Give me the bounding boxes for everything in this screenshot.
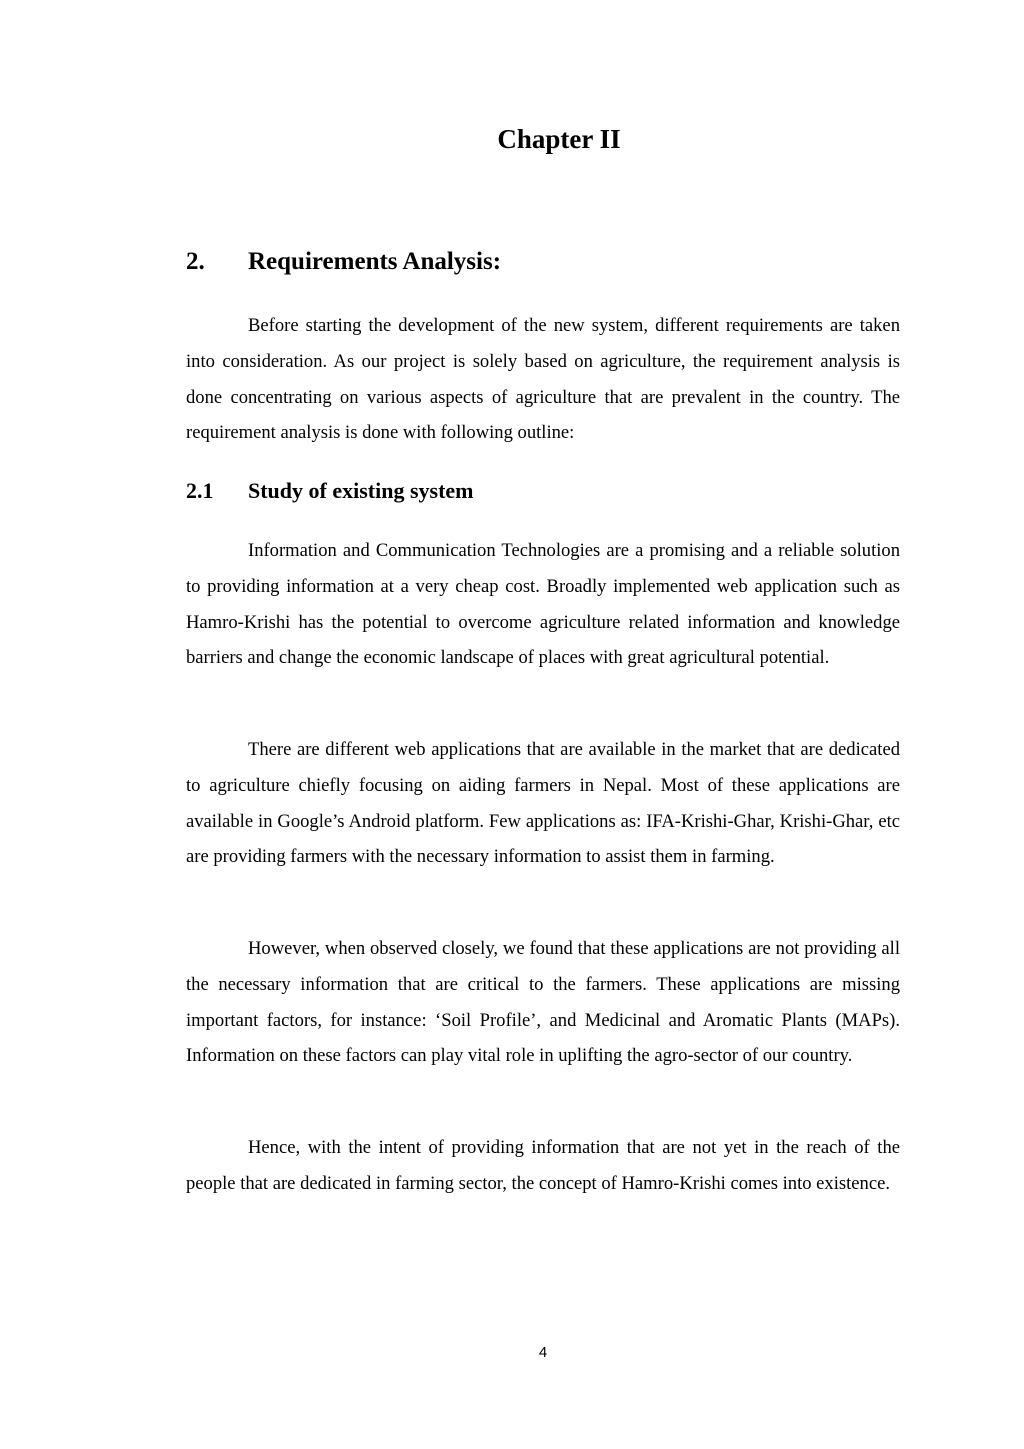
body-paragraph: Information and Communication Technologies are a promising and a reliable solution to providing information at a very cheap cost. Broadly implemented web application such as Hamro-Krishi has the potential to overcome agriculture related information and knowledge barriers and change the economic landscape of places with great agricultural potential.	[186, 540, 900, 669]
subsection-heading	[186, 476, 900, 506]
section-title: Requirements Analysis:	[248, 248, 502, 275]
body-paragraph: However, when observed closely, we found that these applications are not providing all the necessary information that are critical to the farmers. These applications are missing important factors, for instance: ‘Soil Profile’, and Medicinal and Aromatic Plants (MAPs). Information on these factors can play vital role in uplifting the agro-sector of our country.	[186, 938, 900, 1067]
section-number: 2.	[186, 248, 205, 275]
section-intro-paragraph: Before starting the development of the new system, different requirements are taken into consideration. As our project is solely based on agriculture, the requirement analysis is done concentrating on various aspects of agriculture that are prevalent in the country. The requirement analysis is done with following outline:	[186, 315, 900, 444]
page-number: 4	[538, 1344, 548, 1361]
subsection-number: 2.1	[186, 478, 214, 503]
subsection-title: Study of existing system	[248, 478, 474, 503]
body-paragraph: Hence, with the intent of providing information that are not yet in the reach of the people that are dedicated in farming sector, the concept of Hamro-Krishi comes into existence.	[186, 1137, 900, 1194]
body-paragraph: There are different web applications that are available in the market that are dedicated to agriculture chiefly focusing on aiding farmers in Nepal. Most of these applications are available in Google’s Android platform. Few applications as: IFA-Krishi-Ghar, Krishi-Ghar, etc are providing farmers with the necessary information to assist them in farming.	[186, 739, 900, 868]
section-heading	[186, 245, 900, 279]
chapter-title: Chapter II	[497, 124, 621, 154]
